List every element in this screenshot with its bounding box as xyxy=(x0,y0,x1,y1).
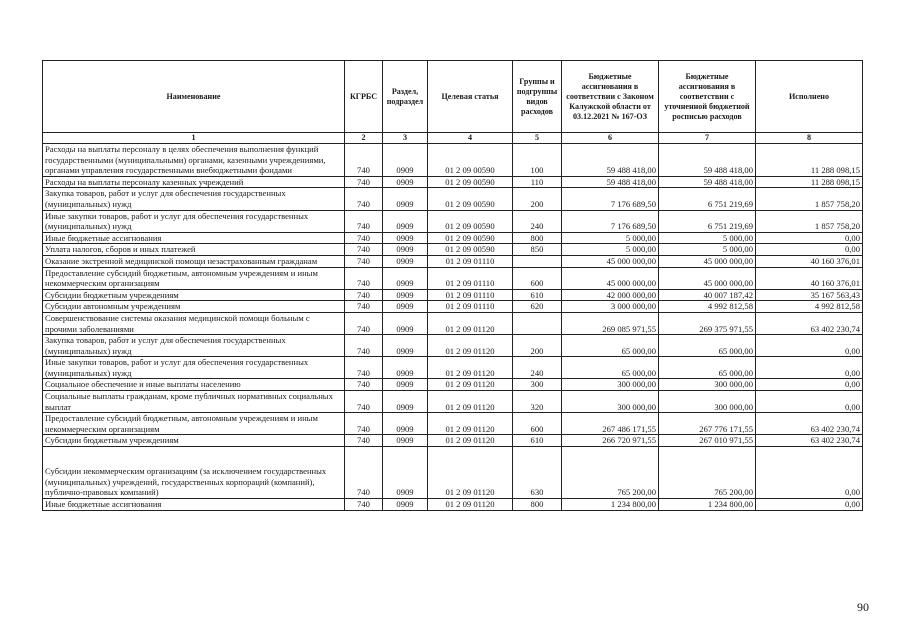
table-row xyxy=(43,255,863,267)
row-target-cell: 01 2 09 01120 xyxy=(428,357,513,379)
row-group-cell xyxy=(513,312,562,334)
row-name-cell: Иные бюджетные ассигнования xyxy=(43,232,345,244)
row-group-cell: 110 xyxy=(513,176,562,188)
row-law-amount-cell: 267 486 171,55 xyxy=(562,413,659,435)
row-group-cell: 850 xyxy=(513,244,562,256)
row-law-amount-cell: 765 200,00 xyxy=(562,447,659,499)
row-refined-amount-cell: 5 000,00 xyxy=(659,244,756,256)
row-law-amount-cell: 65 000,00 xyxy=(562,357,659,379)
row-refined-amount-cell: 59 488 418,00 xyxy=(659,144,756,177)
row-executed-amount-cell: 0,00 xyxy=(756,357,863,379)
row-group-cell: 800 xyxy=(513,499,562,511)
row-group-cell: 240 xyxy=(513,357,562,379)
row-executed-amount-cell: 0,00 xyxy=(756,244,863,256)
row-target-cell: 01 2 09 01110 xyxy=(428,289,513,301)
row-target-cell: 01 2 09 01120 xyxy=(428,335,513,357)
row-name-cell: Социальные выплаты гражданам, кроме публичных нормативных социальных выплат xyxy=(43,391,345,413)
row-section-cell: 0909 xyxy=(383,188,428,210)
column-number: 3 xyxy=(383,133,428,144)
row-group-cell: 620 xyxy=(513,301,562,313)
row-kgrbs-cell: 740 xyxy=(345,499,383,511)
row-group-cell: 240 xyxy=(513,210,562,232)
table-row xyxy=(43,289,863,301)
row-name-cell: Субсидии некоммерческим организациям (за исключением государственных (муниципальных) учреждений, государственных корпораций (компаний), публично-правовых компаний) xyxy=(43,447,345,499)
row-kgrbs-cell: 740 xyxy=(345,391,383,413)
row-kgrbs-cell: 740 xyxy=(345,335,383,357)
row-name-cell: Уплата налогов, сборов и иных платежей xyxy=(43,244,345,256)
row-name-cell: Оказание экстренной медицинской помощи незастрахованным гражданам xyxy=(43,255,345,267)
table-row xyxy=(43,335,863,357)
row-executed-amount-cell: 63 402 230,74 xyxy=(756,435,863,447)
row-executed-amount-cell: 0,00 xyxy=(756,499,863,511)
row-executed-amount-cell: 11 288 098,15 xyxy=(756,176,863,188)
row-kgrbs-cell: 740 xyxy=(345,176,383,188)
row-name-cell: Расходы на выплаты персоналу в целях обеспечения выполнения функций государственными (муниципальными) органами, казенными учреждениями, органами управления государственными внебюджетными фондами xyxy=(43,144,345,177)
column-number: 4 xyxy=(428,133,513,144)
table-row xyxy=(43,210,863,232)
table-row xyxy=(43,244,863,256)
row-refined-amount-cell: 59 488 418,00 xyxy=(659,176,756,188)
row-law-amount-cell: 300 000,00 xyxy=(562,379,659,391)
row-name-cell: Предоставление субсидий бюджетным, автономным учреждениям и иным некоммерческим организациям xyxy=(43,413,345,435)
row-name-cell: Субсидии бюджетным учреждениям xyxy=(43,289,345,301)
row-refined-amount-cell: 300 000,00 xyxy=(659,379,756,391)
row-section-cell: 0909 xyxy=(383,335,428,357)
row-section-cell: 0909 xyxy=(383,379,428,391)
row-executed-amount-cell: 0,00 xyxy=(756,379,863,391)
row-name-cell: Социальное обеспечение и иные выплаты населению xyxy=(43,379,345,391)
row-target-cell: 01 2 09 00590 xyxy=(428,232,513,244)
row-section-cell: 0909 xyxy=(383,144,428,177)
row-target-cell: 01 2 09 01120 xyxy=(428,447,513,499)
row-target-cell: 01 2 09 01110 xyxy=(428,301,513,313)
row-target-cell: 01 2 09 01120 xyxy=(428,435,513,447)
table-row xyxy=(43,232,863,244)
row-section-cell: 0909 xyxy=(383,210,428,232)
row-refined-amount-cell: 5 000,00 xyxy=(659,232,756,244)
row-kgrbs-cell: 740 xyxy=(345,289,383,301)
row-section-cell: 0909 xyxy=(383,499,428,511)
row-group-cell: 300 xyxy=(513,379,562,391)
table-header xyxy=(43,61,863,144)
row-law-amount-cell: 65 000,00 xyxy=(562,335,659,357)
row-section-cell: 0909 xyxy=(383,413,428,435)
row-refined-amount-cell: 4 992 812,58 xyxy=(659,301,756,313)
row-group-cell: 610 xyxy=(513,435,562,447)
row-law-amount-cell: 45 000 000,00 xyxy=(562,255,659,267)
row-executed-amount-cell: 0,00 xyxy=(756,335,863,357)
row-refined-amount-cell: 765 200,00 xyxy=(659,447,756,499)
row-law-amount-cell: 59 488 418,00 xyxy=(562,144,659,177)
row-law-amount-cell: 3 000 000,00 xyxy=(562,301,659,313)
row-kgrbs-cell: 740 xyxy=(345,188,383,210)
table-row xyxy=(43,413,863,435)
row-refined-amount-cell: 1 234 800,00 xyxy=(659,499,756,511)
row-kgrbs-cell: 740 xyxy=(345,413,383,435)
row-law-amount-cell: 300 000,00 xyxy=(562,391,659,413)
row-refined-amount-cell: 65 000,00 xyxy=(659,335,756,357)
row-kgrbs-cell: 740 xyxy=(345,447,383,499)
header-refined: Бюджетные ассигнования в соответствии с уточненной бюджетной росписью расходов xyxy=(659,61,756,133)
row-group-cell: 630 xyxy=(513,447,562,499)
row-name-cell: Совершенствование системы оказания медицинской помощи больным с прочими заболеваниями xyxy=(43,312,345,334)
row-executed-amount-cell: 63 402 230,74 xyxy=(756,413,863,435)
row-law-amount-cell: 59 488 418,00 xyxy=(562,176,659,188)
row-refined-amount-cell: 45 000 000,00 xyxy=(659,255,756,267)
row-section-cell: 0909 xyxy=(383,301,428,313)
row-target-cell: 01 2 09 00590 xyxy=(428,244,513,256)
row-target-cell: 01 2 09 01120 xyxy=(428,413,513,435)
table-body xyxy=(43,144,863,511)
row-refined-amount-cell: 40 007 187,42 xyxy=(659,289,756,301)
row-group-cell: 200 xyxy=(513,188,562,210)
column-number-row xyxy=(43,133,863,144)
row-executed-amount-cell: 0,00 xyxy=(756,232,863,244)
row-name-cell: Закупка товаров, работ и услуг для обеспечения государственных (муниципальных) нужд xyxy=(43,335,345,357)
row-executed-amount-cell: 40 160 376,01 xyxy=(756,255,863,267)
row-executed-amount-cell: 40 160 376,01 xyxy=(756,267,863,289)
row-refined-amount-cell: 6 751 219,69 xyxy=(659,210,756,232)
table-row xyxy=(43,379,863,391)
row-group-cell: 200 xyxy=(513,335,562,357)
table-row xyxy=(43,176,863,188)
column-number: 5 xyxy=(513,133,562,144)
header-law: Бюджетные ассигнования в соответствии с Законом Калужской области от 03.12.2021 № 167-ОЗ xyxy=(562,61,659,133)
header-executed: Исполнено xyxy=(756,61,863,133)
row-group-cell: 100 xyxy=(513,144,562,177)
row-kgrbs-cell: 740 xyxy=(345,267,383,289)
row-kgrbs-cell: 740 xyxy=(345,244,383,256)
row-target-cell: 01 2 09 01120 xyxy=(428,391,513,413)
header-kgrbs: КГРБС xyxy=(345,61,383,133)
row-law-amount-cell: 7 176 689,50 xyxy=(562,210,659,232)
page-number: 90 xyxy=(857,600,869,614)
table-row xyxy=(43,301,863,313)
row-section-cell: 0909 xyxy=(383,255,428,267)
row-kgrbs-cell: 740 xyxy=(345,312,383,334)
column-number: 1 xyxy=(43,133,345,144)
table-row xyxy=(43,144,863,177)
row-target-cell: 01 2 09 01110 xyxy=(428,267,513,289)
row-name-cell: Закупка товаров, работ и услуг для обеспечения государственных (муниципальных) нужд xyxy=(43,188,345,210)
row-executed-amount-cell: 0,00 xyxy=(756,391,863,413)
row-section-cell: 0909 xyxy=(383,267,428,289)
row-refined-amount-cell: 45 000 000,00 xyxy=(659,267,756,289)
row-section-cell: 0909 xyxy=(383,232,428,244)
row-name-cell: Иные бюджетные ассигнования xyxy=(43,499,345,511)
row-law-amount-cell: 1 234 800,00 xyxy=(562,499,659,511)
row-target-cell: 01 2 09 00590 xyxy=(428,210,513,232)
row-law-amount-cell: 7 176 689,50 xyxy=(562,188,659,210)
column-number: 7 xyxy=(659,133,756,144)
row-kgrbs-cell: 740 xyxy=(345,210,383,232)
budget-sheet xyxy=(42,60,862,511)
row-executed-amount-cell: 1 857 758,20 xyxy=(756,210,863,232)
header-section: Раздел, подраздел xyxy=(383,61,428,133)
row-name-cell: Иные закупки товаров, работ и услуг для обеспечения государственных (муниципальных) нужд xyxy=(43,210,345,232)
row-group-cell xyxy=(513,255,562,267)
row-group-cell: 610 xyxy=(513,289,562,301)
row-kgrbs-cell: 740 xyxy=(345,301,383,313)
row-target-cell: 01 2 09 01110 xyxy=(428,255,513,267)
row-group-cell: 800 xyxy=(513,232,562,244)
row-name-cell: Иные закупки товаров, работ и услуг для обеспечения государственных (муниципальных) нужд xyxy=(43,357,345,379)
table-row xyxy=(43,391,863,413)
table-row xyxy=(43,499,863,511)
row-law-amount-cell: 45 000 000,00 xyxy=(562,267,659,289)
row-refined-amount-cell: 65 000,00 xyxy=(659,357,756,379)
row-section-cell: 0909 xyxy=(383,447,428,499)
row-kgrbs-cell: 740 xyxy=(345,357,383,379)
row-target-cell: 01 2 09 00590 xyxy=(428,188,513,210)
row-name-cell: Субсидии бюджетным учреждениям xyxy=(43,435,345,447)
header-name: Наименование xyxy=(43,61,345,133)
table-row xyxy=(43,357,863,379)
header-target: Целевая статья xyxy=(428,61,513,133)
row-kgrbs-cell: 740 xyxy=(345,232,383,244)
row-kgrbs-cell: 740 xyxy=(345,255,383,267)
row-executed-amount-cell: 0,00 xyxy=(756,447,863,499)
row-target-cell: 01 2 09 01120 xyxy=(428,499,513,511)
row-law-amount-cell: 269 085 971,55 xyxy=(562,312,659,334)
row-law-amount-cell: 5 000,00 xyxy=(562,232,659,244)
row-section-cell: 0909 xyxy=(383,391,428,413)
row-group-cell: 600 xyxy=(513,413,562,435)
row-section-cell: 0909 xyxy=(383,312,428,334)
row-refined-amount-cell: 269 375 971,55 xyxy=(659,312,756,334)
row-executed-amount-cell: 11 288 098,15 xyxy=(756,144,863,177)
row-name-cell: Предоставление субсидий бюджетным, автономным учреждениям и иным некоммерческим организациям xyxy=(43,267,345,289)
row-law-amount-cell: 5 000,00 xyxy=(562,244,659,256)
table-row xyxy=(43,447,863,499)
row-section-cell: 0909 xyxy=(383,176,428,188)
row-refined-amount-cell: 6 751 219,69 xyxy=(659,188,756,210)
column-number: 6 xyxy=(562,133,659,144)
row-law-amount-cell: 42 000 000,00 xyxy=(562,289,659,301)
table-row xyxy=(43,435,863,447)
row-executed-amount-cell: 35 167 563,43 xyxy=(756,289,863,301)
row-section-cell: 0909 xyxy=(383,357,428,379)
table-row xyxy=(43,267,863,289)
row-section-cell: 0909 xyxy=(383,244,428,256)
table-row xyxy=(43,312,863,334)
row-executed-amount-cell: 1 857 758,20 xyxy=(756,188,863,210)
row-target-cell: 01 2 09 01120 xyxy=(428,312,513,334)
row-executed-amount-cell: 4 992 812,58 xyxy=(756,301,863,313)
row-executed-amount-cell: 63 402 230,74 xyxy=(756,312,863,334)
row-group-cell: 600 xyxy=(513,267,562,289)
row-section-cell: 0909 xyxy=(383,435,428,447)
row-law-amount-cell: 266 720 971,55 xyxy=(562,435,659,447)
row-target-cell: 01 2 09 01120 xyxy=(428,379,513,391)
row-kgrbs-cell: 740 xyxy=(345,435,383,447)
row-section-cell: 0909 xyxy=(383,289,428,301)
row-target-cell: 01 2 09 00590 xyxy=(428,176,513,188)
row-name-cell: Расходы на выплаты персоналу казенных учреждений xyxy=(43,176,345,188)
column-number: 2 xyxy=(345,133,383,144)
row-refined-amount-cell: 267 776 171,55 xyxy=(659,413,756,435)
row-kgrbs-cell: 740 xyxy=(345,144,383,177)
header-groups: Группы и подгруппы видов расходов xyxy=(513,61,562,133)
row-kgrbs-cell: 740 xyxy=(345,379,383,391)
column-number: 8 xyxy=(756,133,863,144)
row-refined-amount-cell: 300 000,00 xyxy=(659,391,756,413)
table-row xyxy=(43,188,863,210)
row-target-cell: 01 2 09 00590 xyxy=(428,144,513,177)
budget-table xyxy=(42,60,863,511)
row-refined-amount-cell: 267 010 971,55 xyxy=(659,435,756,447)
row-group-cell: 320 xyxy=(513,391,562,413)
row-name-cell: Субсидии автономным учреждениям xyxy=(43,301,345,313)
